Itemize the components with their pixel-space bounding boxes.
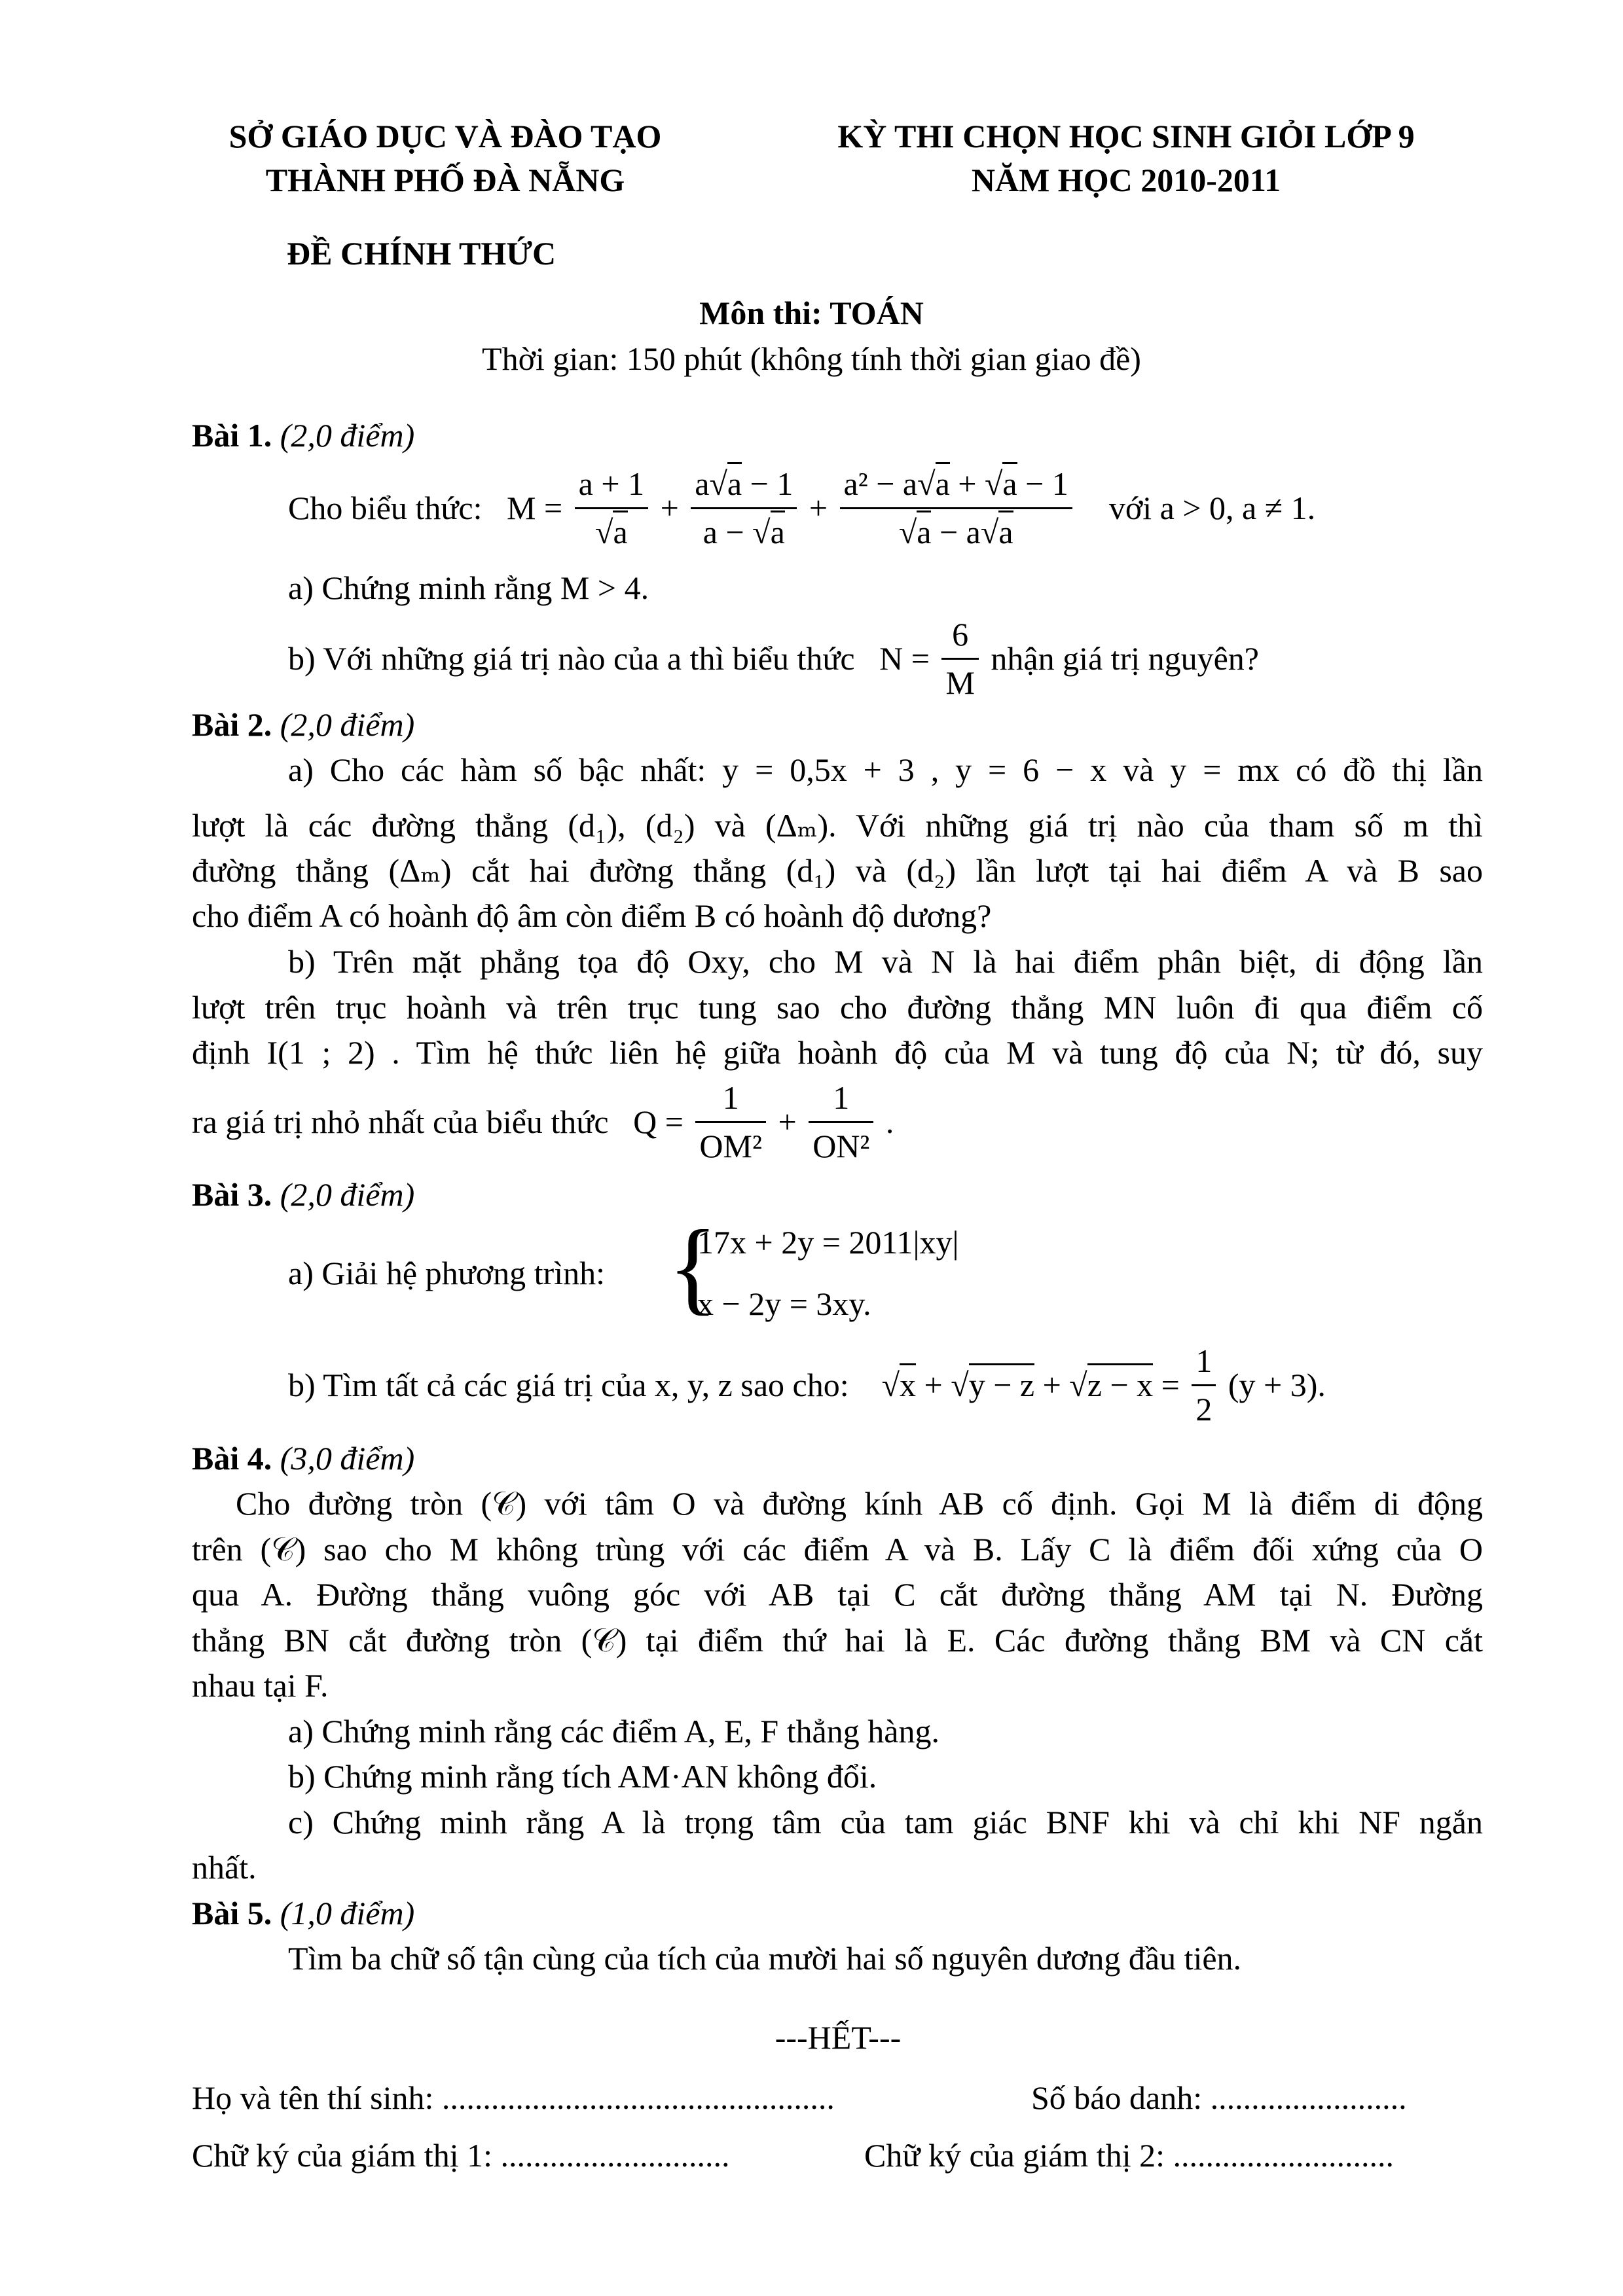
problem-2b-line-1: b) Trên mặt phẳng tọa độ Oxy, cho M và N là hai điểm phân biệt, di động lần [288, 943, 1483, 980]
problem-2b-line-4: ra giá trị nhỏ nhất của biểu thức Q = $\frac{1}{\text{OM²}}$ + $\frac{1}{\text{ON²}}$ . [192, 1079, 894, 1164]
fraction-n-denominator: M [945, 664, 975, 701]
problem-1b-text: b) Với những giá trị nào của a thì biểu thức [288, 640, 855, 677]
department-name: SỞ GIÁO DỤC VÀ ĐÀO TẠO [228, 118, 662, 154]
problem-2b-q: Q = [633, 1103, 684, 1140]
candidate-number-field: Số báo danh: ........................ [1031, 2079, 1407, 2116]
problem-3a-label: a) Giải hệ phương trình: [288, 1255, 605, 1291]
expr-condition: với a > 0, a ≠ 1. [1108, 490, 1316, 526]
problem-2b-line-3: định I(1 ; 2) . Tìm hệ thức liên hệ giữa hoành độ của M và tung độ của N; từ đó, suy [192, 1034, 1483, 1071]
problem-1a: a) Chứng minh rằng M > 4. [288, 569, 649, 606]
fraction-half-numerator: 1 [1192, 1343, 1216, 1386]
problem-3-title: Bài 3. [192, 1176, 272, 1213]
fraction-half-denominator: 2 [1195, 1391, 1213, 1427]
problem-2-heading [192, 708, 414, 741]
system-equation-1: 17x + 2y = 2011|xy| [697, 1224, 959, 1261]
problem-4-title: Bài 4. [192, 1440, 272, 1477]
problem-2-title: Bài 2. [192, 706, 272, 743]
problem-4-line-1: Cho đường tròn (𝒞) với tâm O và đường kính AB cố định. Gọi M là điểm di động [236, 1485, 1483, 1522]
time-limit: Thời gian: 150 phút (không tính thời gian giao đề) [482, 340, 1141, 377]
school-year: NĂM HỌC 2010-2011 [971, 162, 1281, 198]
end-marker: ---HẾT--- [775, 2019, 902, 2056]
fraction-half [1192, 1343, 1216, 1427]
fraction-1-numerator: a + 1 [575, 466, 648, 509]
problem-1b-suffix: nhận giá trị nguyên? [991, 640, 1260, 677]
fraction-q2 [809, 1080, 873, 1164]
exam-name: KỲ THI CHỌN HỌC SINH GIỎI LỚP 9 [837, 118, 1415, 154]
problem-3-heading [192, 1178, 414, 1211]
problem-2a-line-1: a) Cho các hàm số bậc nhất: y = 0,5x + 3 , y = 6 − x và y = mx có đồ thị lần [288, 751, 1483, 788]
problem-4c-line-2: nhất. [192, 1849, 257, 1886]
fraction-q1-denominator: OM² [699, 1128, 762, 1164]
fraction-1 [575, 466, 648, 550]
problem-3-points: (2,0 điểm) [280, 1176, 415, 1213]
fraction-q1-numerator: 1 [695, 1080, 766, 1123]
official-label: ĐỀ CHÍNH THỨC [287, 235, 556, 272]
problem-4a: a) Chứng minh rằng các điểm A, E, F thẳng hàng. [288, 1713, 939, 1749]
problem-5-heading [192, 1897, 414, 1929]
problem-4-line-2: trên (𝒞) sao cho M không trùng với các điểm A và B. Lấy C là điểm đối xứng của O [192, 1531, 1483, 1568]
fraction-n-numerator: 6 [941, 617, 978, 660]
problem-1-heading [192, 419, 414, 452]
fraction-2-denominator: a − √a [691, 509, 797, 550]
fraction-3-numerator: a² − a√a + √a − 1 [840, 466, 1072, 509]
city-name: THÀNH PHỐ ĐÀ NẴNG [265, 162, 625, 198]
fraction-3 [840, 466, 1072, 550]
problem-4b: b) Chứng minh rằng tích AM·AN không đổi. [288, 1758, 877, 1795]
fraction-q1 [695, 1080, 766, 1164]
fraction-2 [691, 466, 797, 550]
problem-3b-text: b) Tìm tất cả các giá trị của x, y, z sao cho: [288, 1367, 849, 1403]
problem-4-line-4: thẳng BN cắt đường tròn (𝒞) tại điểm thứ hai là E. Các đường thẳng BM và CN cắt [192, 1622, 1483, 1659]
problem-2b-line-2: lượt trên trục hoành và trên trục tung sao cho đường thẳng MN luôn đi qua điểm cố [192, 989, 1483, 1026]
expr-m: M = [507, 490, 563, 526]
candidate-name-field: Họ và tên thí sinh: ................................................ [192, 2079, 835, 2116]
system-brace: { [668, 1208, 718, 1325]
proctor-2-signature: Chữ ký của giám thị 2: ........................... [864, 2137, 1394, 2174]
fraction-3-denominator: √a − a√a [840, 509, 1072, 550]
problem-2a-line-4: cho điểm A có hoành độ âm còn điểm B có hoành độ dương? [192, 897, 992, 934]
problem-4-heading [192, 1442, 414, 1475]
problem-2a-line-3: đường thẳng (Δₘ) cắt hai đường thẳng (d₁) và (d₂) lần lượt tại hai điểm A và B sao [192, 852, 1483, 889]
problem-3b: b) Tìm tất cả các giá trị của x, y, z sao cho: √x + √y − z + √z − x = $\frac{1}{2}$ (y + 3). [288, 1342, 1326, 1427]
fraction-q2-denominator: ON² [812, 1128, 870, 1164]
problem-4-line-5: nhau tại F. [192, 1667, 329, 1704]
expr-prefix: Cho biểu thức: [288, 490, 483, 526]
problem-5-title: Bài 5. [192, 1895, 272, 1931]
problem-1-expression: Cho biểu thức: M = $\frac{a + 1}{√a}$ + $\frac{a√a - 1}{a - √a}$ + $\frac{\text{a² − a√a + √a − 1}}{√a - a√a}$ với a > 0, a ≠ 1. [288, 466, 1315, 550]
system-equation-2: x − 2y = 3xy. [697, 1285, 871, 1322]
problem-4-line-3: qua A. Đường thẳng vuông góc với AB tại C cắt đường thẳng AM tại N. Đường [192, 1576, 1483, 1613]
problem-1b-n: N = [879, 640, 930, 677]
problem-4c-line-1: c) Chứng minh rằng A là trọng tâm của tam giác BNF khi và chỉ khi NF ngắn [288, 1804, 1483, 1840]
problem-5-points: (1,0 điểm) [280, 1895, 415, 1931]
problem-5-text: Tìm ba chữ số tận cùng của tích của mười hai số nguyên dương đầu tiên. [288, 1940, 1242, 1977]
problem-2b-text: ra giá trị nhỏ nhất của biểu thức [192, 1103, 609, 1140]
problem-2a-line-2: lượt là các đường thẳng (d₁), (d₂) và (Δₘ). Với những giá trị nào của tham số m thì [192, 807, 1483, 844]
problem-2-points: (2,0 điểm) [280, 706, 415, 743]
problem-1b [288, 617, 1259, 701]
problem-1-title: Bài 1. [192, 417, 272, 454]
problem-1-points: (2,0 điểm) [280, 417, 415, 454]
problem-4-points: (3,0 điểm) [280, 1440, 415, 1477]
fraction-q2-numerator: 1 [809, 1080, 873, 1123]
fraction-n [941, 617, 978, 701]
subject: Môn thi: TOÁN [699, 295, 924, 331]
fraction-2-numerator: a√a − 1 [691, 466, 797, 509]
proctor-1-signature: Chữ ký của giám thị 1: ............................ [192, 2137, 730, 2174]
fraction-1-denominator: √a [575, 509, 648, 550]
